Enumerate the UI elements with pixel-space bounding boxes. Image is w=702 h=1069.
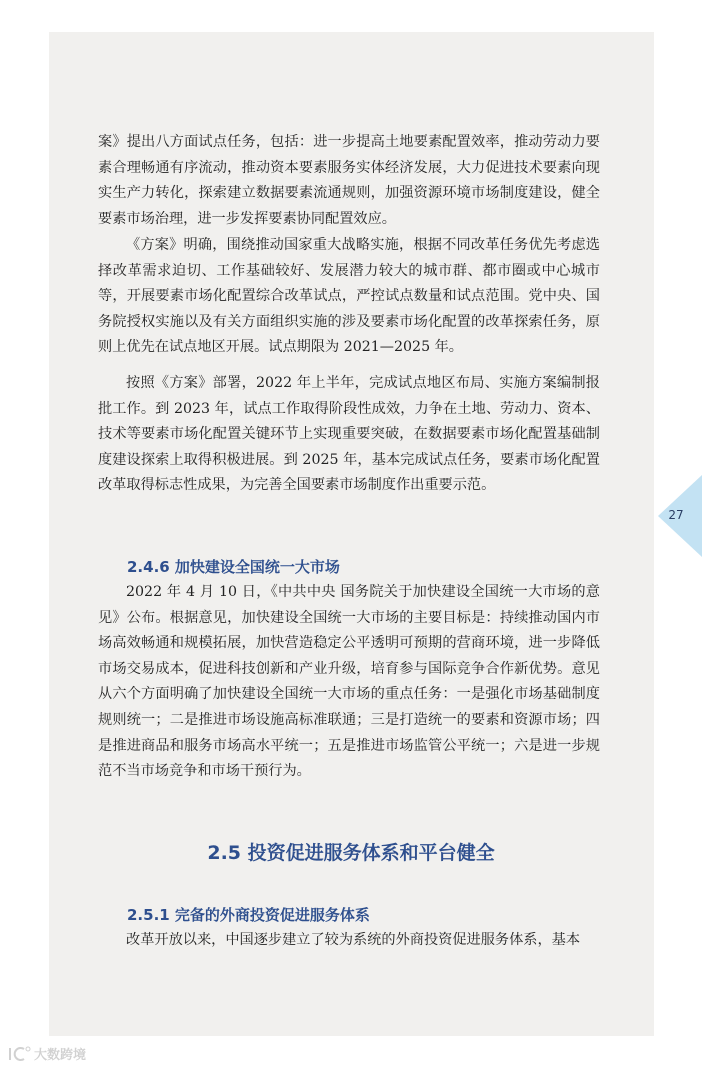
page-number: 27 bbox=[668, 508, 684, 522]
paragraph-plan-deployment: 按照《方案》部署，2022 年上半年，完成试点地区布局、实施方案编制报批工作。到 2023 年，试点工作取得阶段性成效，力争在土地、劳动力、资本、技术等要素市场化配置关键环节上实现重要突破，在数据要素市场化配置基础制度建设探索上取得积极进展。到 2025 年，基本完成试点任务，要素市场化配置改革取得标志性成果，为完善全国要素市场制度作出重要示范。 bbox=[98, 375, 600, 494]
paragraph-investment-service: 改革开放以来，中国逐步建立了较为系统的外商投资促进服务体系，基本 bbox=[126, 932, 581, 948]
paragraph-unified-market: 2022 年 4 月 10 日，《中共中央 国务院关于加快建设全国统一大市场的意见》公布。根据意见，加快建设全国统一大市场的主要目标是：持续推动国内市场高效畅通和规模拓展，加快营造稳定公平透明可预期的营商环境，进一步降低市场交易成本，促进科技创新和产业升级，培育参与国际竞争合作新优势。意见从六个方面明确了加快建设全国统一大市场的重点任务：一是强化市场基础制度规则统一；二是推进市场设施高标准联通；三是打造统一的要素和资源市场；四是推进商品和服务市场高水平统一；五是推进市场监管公平统一；六是进一步规范不当市场竞争和市场干预行为。 bbox=[98, 584, 600, 780]
watermark-text: 大数跨境 bbox=[34, 1048, 87, 1063]
watermark-logo-icon bbox=[6, 1045, 32, 1063]
heading-2-5: 2.5 投资促进服务体系和平台健全 bbox=[207, 842, 495, 864]
heading-2-5-1: 2.5.1 完备的外商投资促进服务体系 bbox=[127, 906, 370, 924]
watermark bbox=[6, 1044, 86, 1063]
heading-2-4-6: 2.4.6 加快建设全国统一大市场 bbox=[127, 558, 340, 576]
paragraph-intro-tasks: 案》提出八方面试点任务，包括：进一步提高土地要素配置效率，推动劳动力要素合理畅通有序流动，推动资本要素服务实体经济发展，大力促进技术要素向现实生产力转化，探索建立数据要素流通规则，加强资源环境市场制度建设，健全要素市场治理，进一步发挥要素协同配置效应。 bbox=[98, 134, 600, 227]
paragraph-plan-clarifies: 《方案》明确，围绕推动国家重大战略实施，根据不同改革任务优先考虑选择改革需求迫切、工作基础较好、发展潜力较大的城市群、都市圈或中心城市等，开展要素市场化配置综合改革试点，严控试点数量和试点范围。党中央、国务院授权实施以及有关方面组织实施的涉及要素市场化配置的改革探索任务，原则上优先在试点地区开展。试点期限为 2021—2025 年。 bbox=[98, 237, 600, 356]
